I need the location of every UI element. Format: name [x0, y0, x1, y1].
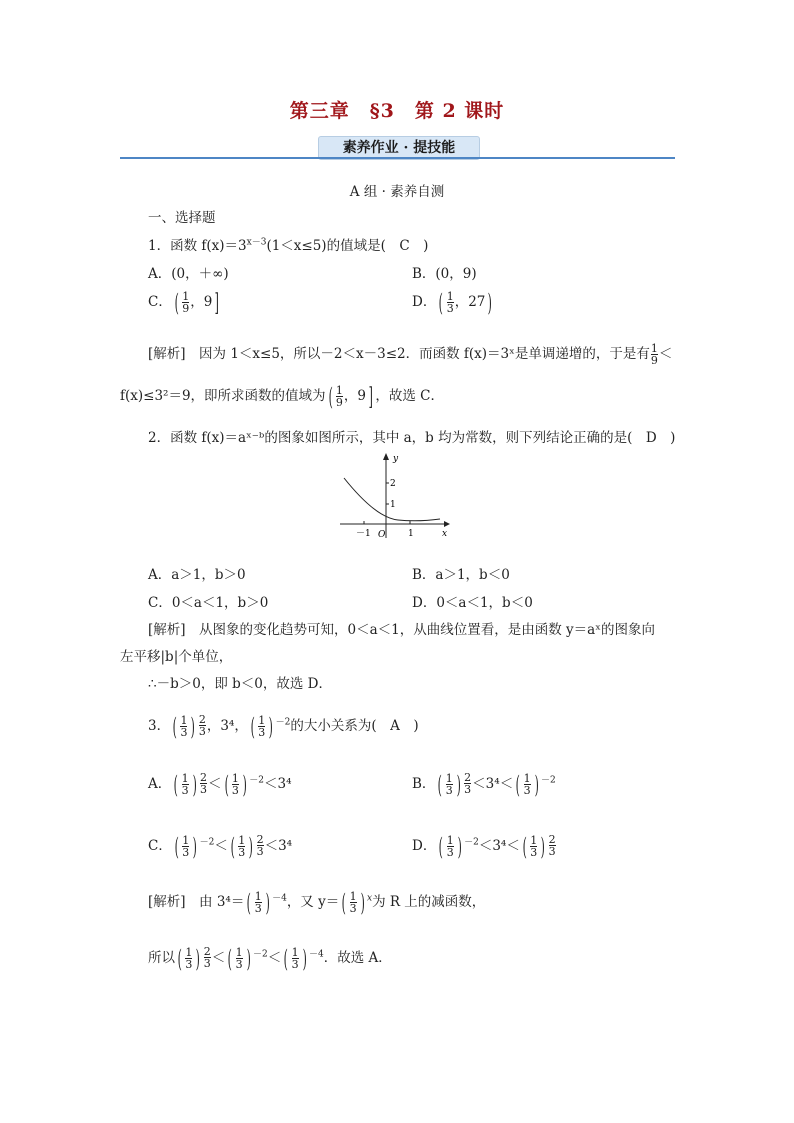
- frac-den: 3: [182, 846, 190, 859]
- q2-analysis-line1: [解析] 从图象的变化趋势可知，0＜a＜1，从曲线位置看，是由函数 y＝aˣ的图象向: [148, 622, 655, 638]
- origin-label: O: [378, 530, 386, 540]
- q2-analysis-line2: 左平移|b|个单位，: [120, 649, 233, 665]
- exp-two-thirds: [199, 714, 206, 737]
- q1-stem-exp: x－3: [246, 237, 267, 248]
- frac-den: 9: [335, 396, 343, 409]
- right-bracket: ]: [214, 288, 220, 317]
- q1-analysis-l2-post: ，故选 C．: [375, 388, 445, 404]
- left-paren: (: [224, 770, 229, 799]
- y-tick-label-2: 2: [390, 479, 396, 489]
- frac-one-third: [524, 773, 531, 796]
- right-paren: ): [456, 770, 461, 799]
- q1-option-a: A．(0，＋∞): [148, 266, 229, 282]
- q2-graph: [336, 452, 452, 542]
- frac-one-third: [182, 835, 189, 858]
- left-paren: (: [438, 288, 444, 317]
- exp-neg2: －2: [199, 837, 215, 848]
- q1-option-d: [412, 288, 495, 317]
- exp-two-thirds: [549, 834, 556, 857]
- q1-c-post: ，9: [190, 294, 213, 310]
- left-paren: (: [227, 944, 233, 973]
- frac-one-third: [350, 891, 357, 914]
- comma: ，: [206, 718, 221, 734]
- lt: ＜: [478, 838, 493, 854]
- frac-num: 1: [445, 772, 453, 785]
- lt: ＜: [263, 776, 278, 792]
- three-pow-4: 3⁴: [492, 838, 507, 854]
- q3-so-pre: 所以: [148, 950, 175, 966]
- exp-two-thirds: [200, 772, 207, 795]
- q1-stem-pre: 1．函数 f(x)＝3: [148, 238, 247, 254]
- frac-num: 1: [254, 890, 262, 903]
- frac-den: 3: [180, 726, 188, 739]
- lt: ＜: [264, 838, 279, 854]
- frac-one-third: [258, 715, 265, 738]
- x-tick-label-neg1: －1: [356, 529, 371, 539]
- q2-option-b: B．a＞1，b＜0: [412, 567, 510, 583]
- frac-num: 1: [650, 342, 658, 355]
- y-axis-arrow: [383, 453, 389, 460]
- left-paren: (: [177, 944, 182, 973]
- q1-d-post: ，27: [454, 294, 486, 310]
- frac-den: 3: [548, 845, 556, 858]
- header-rule: [120, 157, 675, 159]
- frac-num: 1: [181, 772, 189, 785]
- lt: ＜: [499, 776, 514, 792]
- frac-num: 1: [335, 384, 343, 397]
- right-paren: ): [540, 832, 545, 861]
- three-pow-4: 3⁴: [220, 718, 235, 734]
- x-label: x: [442, 529, 448, 539]
- frac-den: 3: [203, 957, 211, 970]
- q3-analysis-line1: [148, 888, 486, 917]
- q1-c-frac: [182, 291, 189, 314]
- frac-den: 3: [200, 783, 207, 796]
- left-paren: (: [172, 712, 177, 741]
- left-paren: (: [174, 288, 179, 317]
- left-paren: (: [515, 770, 520, 799]
- frac-one-third: [530, 835, 537, 858]
- frac-one-third: [238, 835, 245, 858]
- q1-analysis-tail: ＜: [658, 346, 673, 362]
- frac-den: 3: [231, 784, 239, 797]
- right-paren: ): [195, 944, 201, 973]
- frac-one-third: [180, 715, 187, 738]
- frac-den: 9: [182, 302, 190, 315]
- opt-label: B．: [412, 776, 436, 792]
- exp-two-thirds: [257, 834, 264, 857]
- left-paren: (: [328, 382, 333, 411]
- frac-one-third: [292, 947, 299, 970]
- right-paren: ): [534, 770, 539, 799]
- right-paren: ): [268, 712, 274, 741]
- right-paren: ): [192, 832, 198, 861]
- section-band: 素养作业 · 提技能: [318, 136, 480, 160]
- frac-num: 1: [530, 834, 538, 847]
- x-tick-label-1: 1: [408, 529, 414, 539]
- q3-analysis-post: 为 R 上的减函数，: [372, 894, 486, 910]
- lt: ＜: [214, 838, 228, 854]
- frac-den: 3: [254, 902, 262, 915]
- q3-analysis-mid: ，又 y＝: [286, 894, 340, 910]
- right-paren: ): [360, 888, 365, 917]
- q3-option-d: [412, 832, 557, 861]
- left-paren: (: [173, 770, 179, 799]
- frac-one-third: [446, 773, 453, 796]
- frac-num: 1: [235, 946, 243, 959]
- three-pow-4: 3⁴: [277, 776, 292, 792]
- exp-neg4: －4: [308, 949, 324, 960]
- q1-analysis-text: [解析] 因为 1＜x≤5，所以－2＜x－3≤2．而函数 f(x)＝3ˣ是单调递增的，于是有: [148, 346, 650, 362]
- right-paren: ): [246, 944, 251, 973]
- section-heading: 一、选择题: [148, 210, 216, 226]
- frac-num: 1: [180, 714, 188, 727]
- left-paren: (: [230, 832, 235, 861]
- exp-neg2: －2: [464, 837, 479, 848]
- frac-num: 1: [182, 290, 190, 303]
- lt: ＜: [472, 776, 486, 792]
- frac-num: 2: [464, 771, 472, 784]
- right-paren: ): [242, 770, 247, 799]
- q1-d-pre: D．: [412, 294, 437, 310]
- frac-num: 1: [231, 772, 239, 785]
- right-paren: ): [192, 770, 197, 799]
- frac-den: 3: [238, 846, 246, 859]
- left-paren: (: [250, 712, 255, 741]
- y-tick-label-1: 1: [390, 500, 396, 510]
- frac-den: 3: [530, 846, 538, 859]
- q3-num: 3．: [148, 718, 171, 734]
- q1-option-b: B．(0，9): [412, 266, 477, 282]
- left-paren: (: [246, 888, 252, 917]
- exp-neg2: －2: [249, 775, 264, 786]
- right-paren: ): [191, 712, 196, 741]
- frac-den: 3: [235, 958, 243, 971]
- exp-two-thirds: [464, 772, 471, 795]
- q1-analysis-line2: [120, 382, 445, 411]
- frac-num: 1: [446, 290, 454, 303]
- q1-c-pre: C．: [148, 294, 172, 310]
- q2-option-c: C．0＜a＜1，b＞0: [148, 595, 269, 611]
- frac-num: 1: [291, 946, 299, 959]
- right-paren: ): [248, 832, 253, 861]
- right-paren: ): [457, 832, 462, 861]
- q1-analysis-line1: [148, 342, 672, 366]
- frac-num: 1: [182, 834, 190, 847]
- q1-analysis-l2-mid: ，9: [343, 388, 367, 404]
- exp-neg4: －4: [272, 893, 287, 904]
- exp-x: x: [366, 893, 373, 904]
- frac-num: 2: [203, 945, 211, 958]
- y-label: y: [393, 454, 399, 464]
- lt: ＜: [506, 838, 520, 854]
- q3-analysis-line2: [148, 944, 392, 973]
- frac-den: 3: [256, 845, 264, 858]
- q3-option-a: [148, 770, 292, 799]
- frac-den: 3: [291, 958, 299, 971]
- frac-num: 1: [185, 946, 193, 959]
- lt: ＜: [211, 950, 226, 966]
- q1-option-c: [148, 288, 222, 317]
- left-paren: (: [438, 832, 444, 861]
- q3-option-c: [148, 832, 293, 861]
- lt: ＜: [208, 776, 222, 792]
- frac-num: 1: [349, 890, 357, 903]
- q2-option-d: D．0＜a＜1，b＜0: [412, 595, 533, 611]
- frac-den: 3: [445, 784, 453, 797]
- x-axis-arrow: [444, 521, 450, 527]
- q1-stem: [148, 234, 428, 254]
- exp-neg2: －2: [253, 949, 268, 960]
- frac-num: 1: [238, 834, 246, 847]
- lt: ＜: [267, 950, 282, 966]
- q1-analysis-frac: [651, 343, 658, 366]
- frac-one-third: [447, 835, 454, 858]
- q1-analysis-l2-frac: [336, 385, 343, 408]
- q3-so-post: ．故选 A．: [323, 950, 392, 966]
- left-paren: (: [174, 832, 179, 861]
- opt-label: A．: [148, 776, 172, 792]
- q3-analysis-pre: [解析] 由 3⁴＝: [148, 894, 245, 910]
- frac-one-third: [255, 891, 262, 914]
- left-paren: (: [438, 770, 443, 799]
- frac-num: 1: [523, 772, 531, 785]
- q3-option-b: [412, 770, 556, 799]
- opt-label: D．: [412, 838, 437, 854]
- opt-label: C．: [148, 838, 172, 854]
- frac-den: 3: [349, 902, 357, 915]
- frac-den: 3: [258, 726, 266, 739]
- right-paren: ): [302, 944, 307, 973]
- page-title: 第三章 §3 第 2 课时: [289, 100, 505, 122]
- left-paren: (: [283, 944, 289, 973]
- frac-num: 2: [200, 771, 207, 784]
- frac-den: 3: [198, 725, 206, 738]
- comma: ，: [234, 718, 248, 734]
- frac-num: 2: [256, 833, 264, 846]
- frac-one-third: [182, 773, 189, 796]
- frac-den: 3: [181, 784, 189, 797]
- three-pow-4: 3⁴: [485, 776, 500, 792]
- group-heading: A 组 · 素养自测: [349, 184, 445, 200]
- frac-one-third: [232, 773, 239, 796]
- frac-num: 2: [198, 713, 206, 726]
- q1-analysis-l2-pre: f(x)≤3²＝9，即所求函数的值域为: [120, 388, 326, 404]
- frac-den: 3: [446, 302, 454, 315]
- three-pow-4: 3⁴: [278, 838, 293, 854]
- frac-num: 1: [258, 714, 266, 727]
- q3-stem-post: 的大小关系为( A ): [290, 718, 419, 734]
- q2-stem: 2．函数 f(x)＝aˣ⁻ᵇ的图象如图所示，其中 a，b 均为常数，则下列结论正确的是( D ): [148, 430, 676, 446]
- exp-two-thirds: [204, 946, 211, 969]
- right-paren: ): [487, 288, 493, 317]
- frac-den: 3: [464, 783, 472, 796]
- q2-option-a: A．a＞1，b＞0: [148, 567, 246, 583]
- q3-stem: [148, 712, 419, 741]
- frac-one-third: [236, 947, 243, 970]
- left-paren: (: [341, 888, 347, 917]
- q2-analysis-line3: ∴－b＞0，即 b＜0，故选 D．: [148, 676, 332, 692]
- right-bracket: ]: [368, 382, 373, 411]
- frac-one-third: [185, 947, 192, 970]
- q1-stem-post: (1＜x≤5)的值域是( C ): [266, 238, 429, 254]
- frac-den: 3: [185, 958, 193, 971]
- q1-d-frac: [447, 291, 454, 314]
- right-paren: ): [265, 888, 270, 917]
- frac-num: 1: [446, 834, 454, 847]
- exp-neg2: －2: [540, 775, 556, 786]
- frac-den: 3: [446, 846, 454, 859]
- frac-den: 9: [650, 354, 658, 367]
- frac-num: 2: [548, 833, 556, 846]
- frac-den: 3: [523, 784, 531, 797]
- left-paren: (: [522, 832, 527, 861]
- exp-neg2: －2: [275, 717, 291, 728]
